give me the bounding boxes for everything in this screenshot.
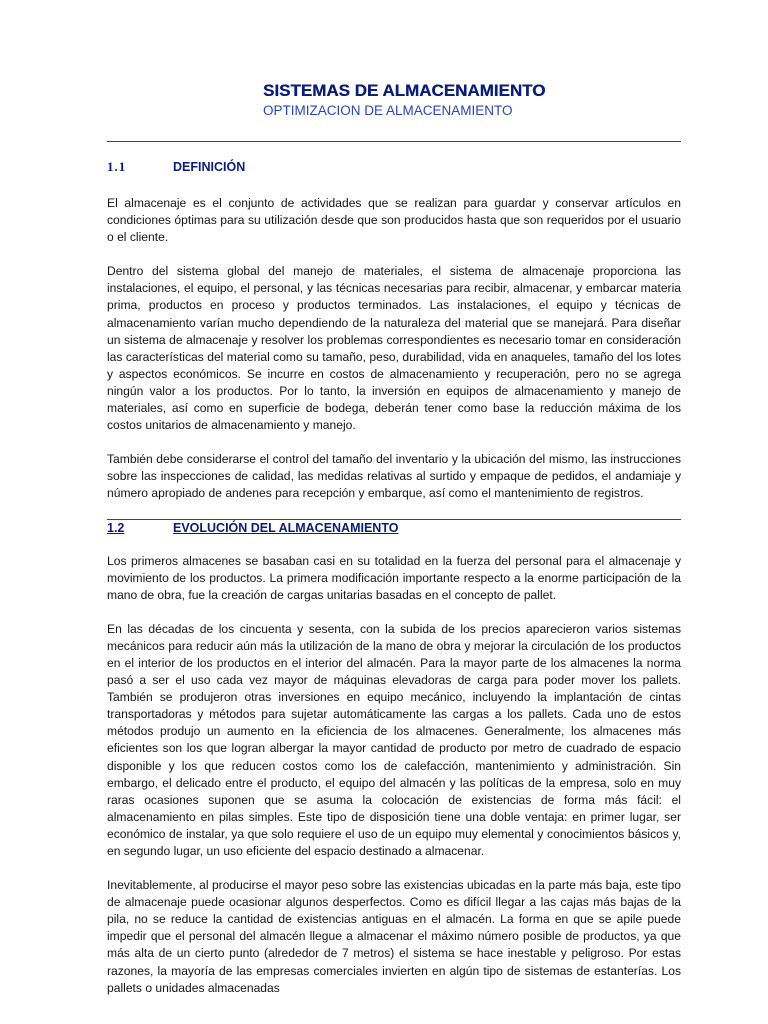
document-subtitle: OPTIMIZACION DE ALMACENAMIENTO (263, 103, 513, 118)
paragraph: Los primeros almacenes se basaban casi en su totalidad en la fuerza del personal para el almacenaje y movimiento de los productos. La primera modificación importante respecto a la enorme participación de la mano de obra, fue la creación de cargas unitarias basadas en el concepto de pallet. (107, 553, 681, 602)
section-heading-evolucion (107, 521, 681, 535)
title-block (263, 80, 681, 119)
paragraph: El almacenaje es el conjunto de actividades que se realizan para guardar y conservar artículos en condiciones óptimas para su utilización desde que son producidos hasta que son requeridos por el usuario o el cliente. (107, 196, 681, 245)
document-page (107, 80, 681, 997)
header-rule (107, 141, 681, 142)
paragraph: También debe considerarse el control del tamaño del inventario y la ubicación del mismo, las instrucciones sobre las inspecciones de calidad, las medidas relativas al surtido y empaque de pedidos, el andamiaje y número apropiado de andenes para recepción y embarque, así como el mantenimiento de registros. (107, 452, 681, 501)
section-heading-definicion (107, 159, 681, 175)
section-number: 1.1 (107, 159, 127, 174)
paragraph: Inevitablemente, al producirse el mayor peso sobre las existencias ubicadas en la parte más baja, este tipo de almacenaje puede ocasionar algunos desperfectos. Como es difícil llegar a las cajas más bajas de la pila, no se reduce la cantidad de existencias antiguas en el almacén. La forma en que se apile puede impedir que el personal del almacén llegue a almacenar el máximo número posible de productos, ya que más alta de un cierto punto (alrededor de 7 metros) el sistema se hace inestable y peligroso. Por estas razones, la mayoría de las empresas comerciales invierten en algún tipo de sistemas de estanterías. Los pallets o unidades almacenadas (107, 878, 681, 995)
document-title: SISTEMAS DE ALMACENAMIENTO (263, 81, 546, 100)
section-title: EVOLUCIÓN DEL ALMACENAMIENTO (173, 520, 399, 535)
section-number: 1.2 (107, 520, 125, 535)
paragraph: En las décadas de los cincuenta y sesenta, con la subida de los precios aparecieron varios sistemas mecánicos para reducir aún más la utilización de la mano de obra y mejorar la circulación de los productos en el interior de los productos en el interior del almacén. Para la mayor parte de los almacenes la norma pasó a ser el uso cada vez mayor de máquinas elevadoras de carga para poder mover los pallets. También se produjeron otras inversiones en equipo mecánico, incluyendo la implantación de cintas transportadoras y métodos para sujetar automáticamente las cargas a los pallets. Cada uno de estos métodos produjo un aumento en la eficiencia de los almacenes. Generalmente, los almacenes más eficientes son los que logran albergar la mayor cantidad de producto por metro de cuadrado de espacio disponible y los que reducen costos como los de calefacción, mantenimiento y administración. Sin embargo, el delicado entre el producto, el equipo del almacén y las políticas de la empresa, solo en muy raras ocasiones suponen que se asuma la colocación de existencias de forma más fácil: el almacenamiento en pilas simples. Este tipo de disposición tiene una doble ventaja: en primer lugar, ser económico de instalar, ya que solo requiere el uso de un equipo muy elemental y conocimientos básicos y, en segundo lugar, un uso eficiente del espacio destinado a almacenar. (107, 621, 681, 858)
paragraph: Dentro del sistema global del manejo de materiales, el sistema de almacenaje proporciona las instalaciones, el equipo, el personal, y las técnicas necesarias para recibir, almacenar, y embarcar materia prima, productos en proceso y productos terminados. Las instalaciones, el equipo y técnicas de almacenamiento varían mucho dependiendo de la naturaleza del material que se manejará. Para diseñar un sistema de almacenaje y resolver los problemas correspondientes es necesario tomar en consideración las características del material como su tamaño, peso, durabilidad, vida en anaqueles, tamaño del los lotes y aspectos económicos. Se incurre en costos de almacenamiento y recuperación, pero no se agrega ningún valor a los productos. Por lo tanto, la inversión en equipos de almacenamiento y manejo de materiales, así como en superficie de bodega, deberán tener como base la reducción máxima de los costos unitarios de almacenamiento y manejo. (107, 264, 681, 433)
section-title: DEFINICIÓN (173, 160, 246, 174)
section-rule (107, 519, 681, 520)
